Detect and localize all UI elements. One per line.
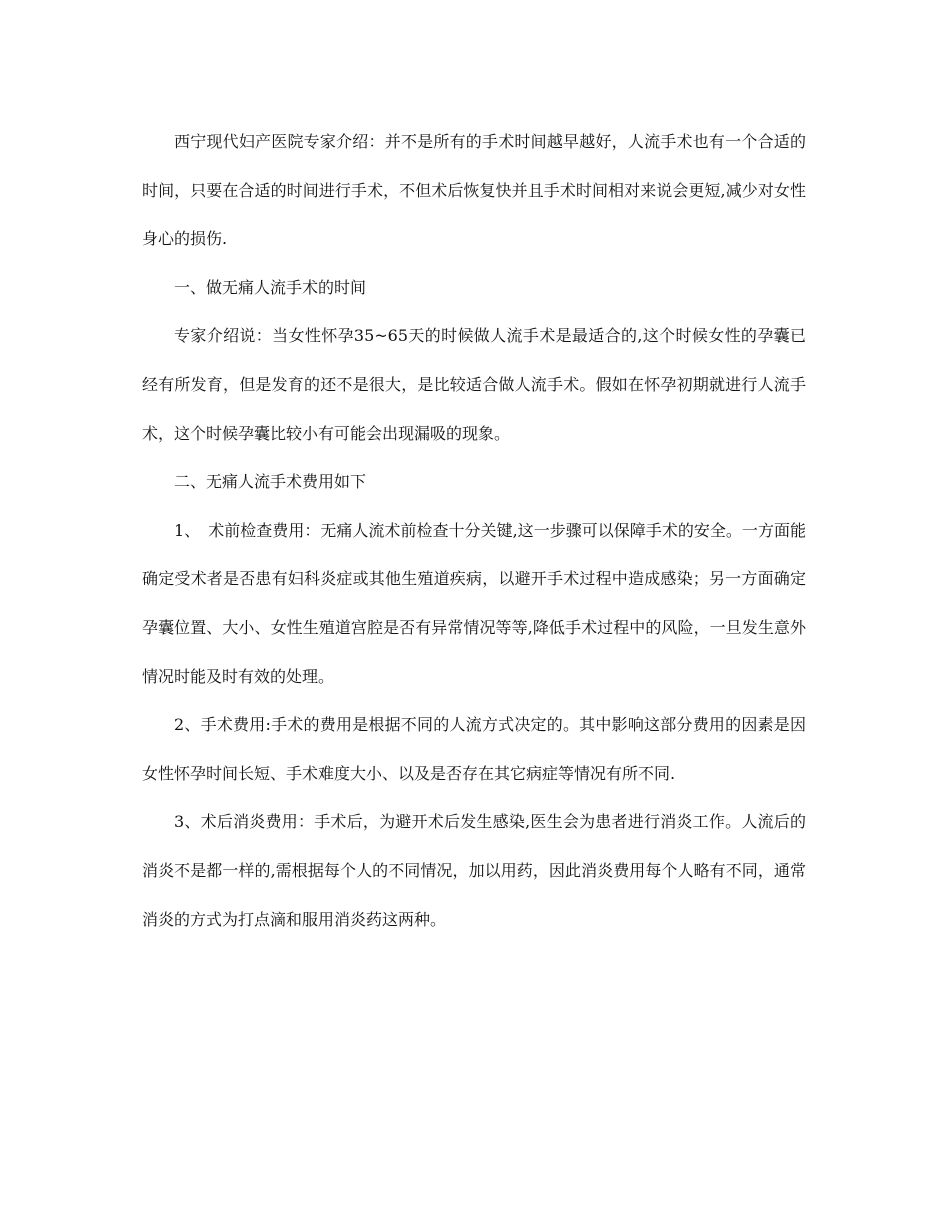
paragraph-pre-op-cost: 1、 术前检查费用：无痛人流术前检查十分关键,这一步骤可以保障手术的安全。一方面能确定受术者是否患有妇科炎症或其他生殖道疾病，以避开手术过程中造成感染；另一方面确定孕囊位置、大小、女性生殖道宫腔是否有异常情况等等,降低手术过程中的风险，一旦发生意外情况时能及时有效的处理。 xyxy=(142,520,806,686)
section-heading-timing: 一、做无痛人流手术的时间 xyxy=(174,277,367,297)
document-body xyxy=(142,118,806,944)
paragraph-post-op-cost: 3、术后消炎费用：手术后，为避开术后发生感染,医生会为患者进行消炎工作。人流后的消炎不是都一样的,需根据每个人的不同情况，加以用药，因此消炎费用每个人略有不同，通常消炎的方式为打点滴和服用消炎药这两种。 xyxy=(142,812,806,929)
paragraph-timing: 专家介绍说：当女性怀孕35~65天的时候做人流手术是最适合的,这个时候女性的孕囊已经有所发育，但是发育的还不是很大，是比较适合做人流手术。假如在怀孕初期就进行人流手术，这个时候孕囊比较小有可能会出现漏吸的现象。 xyxy=(142,326,806,443)
section-heading-costs: 二、无痛人流手术费用如下 xyxy=(174,472,367,492)
paragraph-intro: 西宁现代妇产医院专家介绍：并不是所有的手术时间越早越好，人流手术也有一个合适的时间，只要在合适的时间进行手术，不但术后恢复快并且手术时间相对来说会更短,减少对女性身心的损伤. xyxy=(142,132,806,249)
paragraph-surgery-cost: 2、手术费用:手术的费用是根据不同的人流方式决定的。其中影响这部分费用的因素是因女性怀孕时间长短、手术难度大小、以及是否存在其它病症等情况有所不同. xyxy=(142,715,806,783)
